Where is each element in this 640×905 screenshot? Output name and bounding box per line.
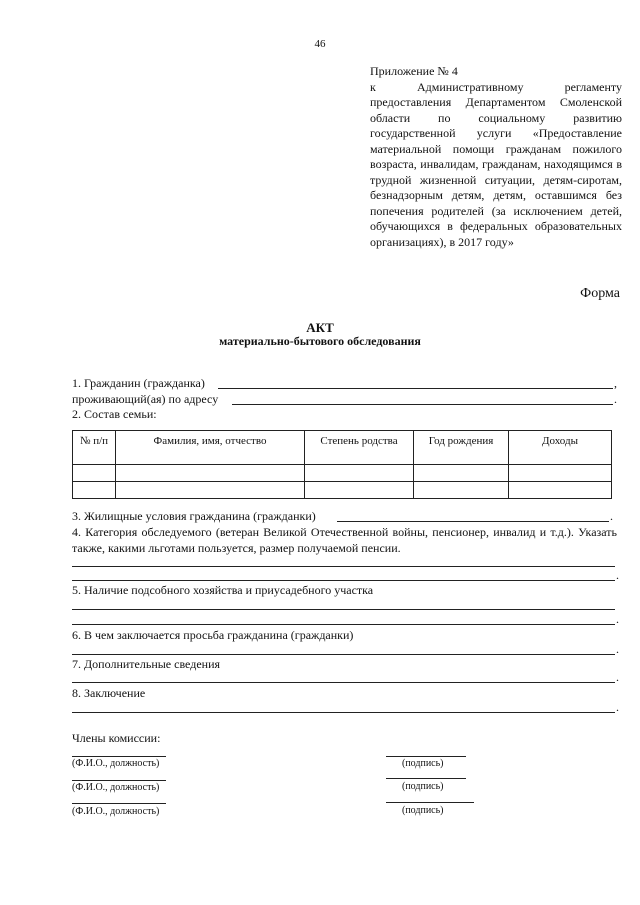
page-number: 46 [314, 38, 326, 50]
table-cell[interactable] [509, 482, 612, 499]
commission-heading: Члены комиссии: [72, 731, 161, 745]
citizen-field[interactable] [218, 388, 613, 389]
member-signature-line[interactable] [386, 778, 466, 779]
citizen-label: 1. Гражданин (гражданка) [72, 376, 205, 390]
document-title: АКТ [306, 320, 334, 335]
category-dot: . [616, 568, 619, 582]
citizen-comma: , [614, 376, 617, 390]
table-row [73, 465, 612, 482]
housing-label: 3. Жилищные условия гражданина (гражданки) [72, 509, 316, 523]
address-label: проживающий(ая) по адресу [72, 392, 219, 406]
member-signature-label: (подпись) [402, 805, 444, 816]
table-cell[interactable] [305, 465, 414, 482]
request-label: 6. В чем заключается просьба гражданина (гражданки) [72, 628, 354, 642]
table-cell[interactable] [414, 482, 509, 499]
member-signature-label: (подпись) [402, 781, 444, 792]
table-cell[interactable] [116, 482, 305, 499]
table-cell[interactable] [509, 465, 612, 482]
appendix-body: к Административному регламенту предоставления Департаментом Смоленской области по социальному развитию государственной услуги «Предоставление материальной помощи гражданам пожилого возраста, инвалидам, гражданам, находящимся в трудной жизненной ситуации, детям-сиротам, безнадзорным детям, детям, оставшимся без попечения родителей (за исключением детей, обучающихся в федеральных образовательных организациях), в 2017 году» [370, 79, 622, 249]
col-fullname: Фамилия, имя, отчество [116, 431, 305, 465]
document-subtitle: материально-бытового обследования [219, 334, 421, 348]
request-field[interactable] [72, 654, 615, 655]
household-dot: . [616, 612, 619, 626]
family-table [72, 430, 612, 499]
household-label: 5. Наличие подсобного хозяйства и приусадебного участка [72, 583, 374, 597]
col-birth-year: Год рождения [414, 431, 509, 465]
member-signature-line[interactable] [386, 756, 466, 757]
address-field[interactable] [232, 404, 613, 405]
table-cell[interactable] [305, 482, 414, 499]
household-field-1[interactable] [72, 609, 615, 610]
member-name-line[interactable] [72, 756, 166, 757]
table-cell[interactable] [414, 465, 509, 482]
member-name-label: (Ф.И.О., должность) [72, 806, 160, 817]
col-income: Доходы [509, 431, 612, 465]
appendix-block [370, 64, 622, 250]
table-cell[interactable] [73, 465, 116, 482]
member-name-line[interactable] [72, 780, 166, 781]
member-name-label: (Ф.И.О., должность) [72, 758, 160, 769]
col-relation: Степень родства [305, 431, 414, 465]
col-number: № п/п [73, 431, 116, 465]
member-signature-line[interactable] [386, 802, 474, 803]
conclusion-dot: . [616, 700, 619, 714]
form-label: Форма [580, 286, 620, 301]
additional-field[interactable] [72, 682, 615, 683]
category-field-1[interactable] [72, 566, 615, 567]
housing-field[interactable] [337, 521, 609, 522]
table-row [73, 482, 612, 499]
family-label: 2. Состав семьи: [72, 407, 157, 421]
member-signature-label: (подпись) [402, 758, 444, 769]
additional-label: 7. Дополнительные сведения [72, 657, 221, 671]
request-dot: . [616, 642, 619, 656]
conclusion-field[interactable] [72, 712, 615, 713]
member-name-label: (Ф.И.О., должность) [72, 782, 160, 793]
additional-dot: . [616, 670, 619, 684]
category-label: 4. Категория обследуемого (ветеран Великой Отечественной войны, пенсионер, инвалид и т.д.). Указать также, какими льготами пользуется, размер получаемой пенсии. [72, 525, 617, 555]
appendix-heading: Приложение № 4 [370, 64, 458, 78]
conclusion-label: 8. Заключение [72, 686, 146, 700]
housing-dot: . [610, 509, 613, 523]
category-field-2[interactable] [72, 580, 615, 581]
address-dot: . [614, 392, 617, 406]
member-name-line[interactable] [72, 803, 166, 804]
table-cell[interactable] [73, 482, 116, 499]
table-cell[interactable] [116, 465, 305, 482]
household-field-2[interactable] [72, 624, 615, 625]
table-header-row [73, 431, 612, 465]
